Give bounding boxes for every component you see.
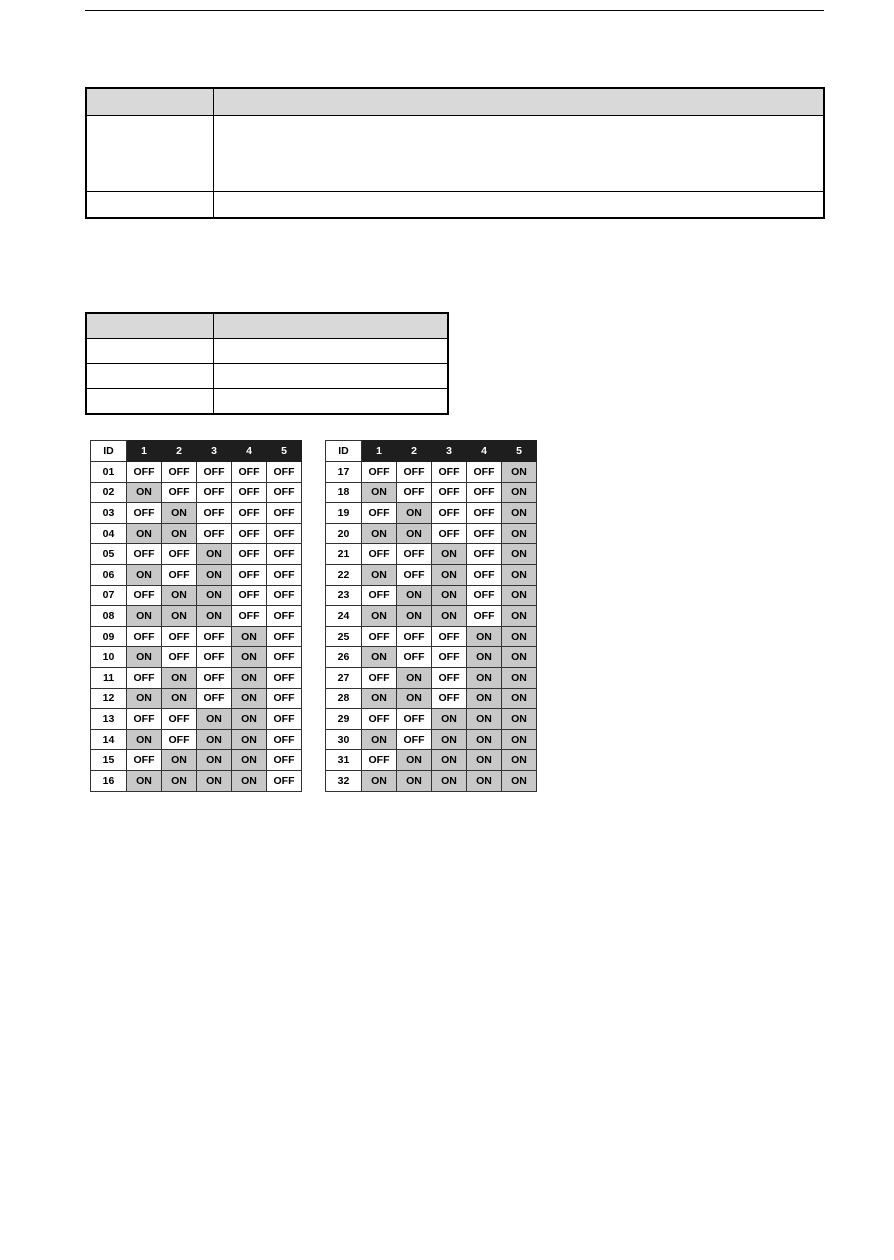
switch-state-cell: ON: [432, 729, 467, 750]
switch-column-header: 4: [232, 441, 267, 462]
switch-state-cell: OFF: [162, 626, 197, 647]
table-row: [86, 389, 448, 415]
switch-state-cell: OFF: [432, 647, 467, 668]
switch-state-cell: ON: [397, 667, 432, 688]
switch-state-cell: OFF: [267, 523, 302, 544]
switch-state-cell: ON: [397, 770, 432, 791]
id-cell: 26: [326, 647, 362, 668]
switch-state-cell: OFF: [127, 667, 162, 688]
switch-state-cell: ON: [467, 626, 502, 647]
switch-state-cell: OFF: [232, 606, 267, 627]
switch-state-cell: OFF: [397, 564, 432, 585]
table-cell: [213, 192, 824, 219]
switch-state-cell: OFF: [267, 544, 302, 565]
switch-state-cell: ON: [397, 688, 432, 709]
switch-state-cell: OFF: [197, 667, 232, 688]
switch-state-cell: ON: [502, 647, 537, 668]
dip-header-row: [91, 441, 302, 462]
switch-state-cell: ON: [502, 564, 537, 585]
switch-state-cell: ON: [127, 523, 162, 544]
switch-state-cell: ON: [197, 606, 232, 627]
switch-state-cell: ON: [362, 523, 397, 544]
switch-state-cell: OFF: [162, 462, 197, 483]
switch-state-cell: ON: [127, 688, 162, 709]
switch-column-header: 4: [467, 441, 502, 462]
switch-state-cell: OFF: [127, 585, 162, 606]
header-rule: [85, 10, 824, 11]
table-row: [91, 462, 302, 483]
switch-state-cell: ON: [467, 770, 502, 791]
switch-state-cell: ON: [232, 709, 267, 730]
id-cell: 29: [326, 709, 362, 730]
switch-state-cell: OFF: [267, 585, 302, 606]
switch-state-cell: ON: [197, 585, 232, 606]
switch-state-cell: OFF: [267, 709, 302, 730]
switch-state-cell: OFF: [432, 482, 467, 503]
id-cell: 22: [326, 564, 362, 585]
dip-switch-table-ids-17-32: [325, 440, 537, 792]
table-row: [91, 626, 302, 647]
switch-state-cell: ON: [127, 647, 162, 668]
table-row: [91, 729, 302, 750]
table-row: [326, 770, 537, 791]
switch-state-cell: OFF: [232, 462, 267, 483]
switch-state-cell: OFF: [432, 462, 467, 483]
id-cell: 11: [91, 667, 127, 688]
switch-state-cell: ON: [362, 606, 397, 627]
switch-state-cell: OFF: [162, 729, 197, 750]
table-row: [91, 585, 302, 606]
id-column-header: ID: [91, 441, 127, 462]
id-cell: 02: [91, 482, 127, 503]
switch-state-cell: OFF: [467, 523, 502, 544]
switch-state-cell: OFF: [397, 626, 432, 647]
switch-state-cell: OFF: [432, 688, 467, 709]
id-cell: 09: [91, 626, 127, 647]
table-cell: [213, 116, 824, 192]
table-row: [326, 688, 537, 709]
switch-state-cell: ON: [162, 688, 197, 709]
table-cell: [213, 364, 448, 389]
table-row: [326, 750, 537, 771]
table-row: [326, 564, 537, 585]
switch-state-cell: ON: [502, 523, 537, 544]
switch-state-cell: OFF: [127, 544, 162, 565]
switch-state-cell: ON: [362, 647, 397, 668]
switch-state-cell: OFF: [362, 544, 397, 565]
table-row: [326, 667, 537, 688]
switch-state-cell: ON: [467, 709, 502, 730]
table-cell: [86, 339, 213, 364]
switch-state-cell: ON: [467, 667, 502, 688]
switch-state-cell: OFF: [397, 462, 432, 483]
switch-state-cell: OFF: [197, 482, 232, 503]
table-cell: [86, 389, 213, 415]
switch-state-cell: OFF: [267, 750, 302, 771]
id-cell: 01: [91, 462, 127, 483]
switch-state-cell: ON: [502, 667, 537, 688]
id-cell: 18: [326, 482, 362, 503]
switch-state-cell: OFF: [162, 709, 197, 730]
switch-state-cell: OFF: [362, 667, 397, 688]
switch-state-cell: OFF: [467, 503, 502, 524]
switch-state-cell: OFF: [267, 770, 302, 791]
switch-state-cell: ON: [397, 585, 432, 606]
id-cell: 27: [326, 667, 362, 688]
switch-state-cell: OFF: [432, 503, 467, 524]
id-cell: 07: [91, 585, 127, 606]
switch-state-cell: ON: [502, 626, 537, 647]
switch-column-header: 5: [502, 441, 537, 462]
table-row: [326, 462, 537, 483]
switch-state-cell: OFF: [467, 544, 502, 565]
table-header-cell: [86, 88, 213, 116]
switch-state-cell: ON: [432, 544, 467, 565]
switch-state-cell: ON: [362, 482, 397, 503]
switch-state-cell: ON: [197, 544, 232, 565]
switch-state-cell: ON: [502, 770, 537, 791]
table-cell: [86, 364, 213, 389]
table-row: [91, 523, 302, 544]
switch-state-cell: OFF: [127, 750, 162, 771]
switch-state-cell: OFF: [197, 503, 232, 524]
switch-state-cell: ON: [127, 606, 162, 627]
table-row: [91, 647, 302, 668]
switch-state-cell: ON: [232, 647, 267, 668]
switch-state-cell: ON: [502, 606, 537, 627]
switch-state-cell: OFF: [267, 462, 302, 483]
dip-switch-table-ids-01-16: [90, 440, 302, 792]
switch-state-cell: ON: [162, 606, 197, 627]
table-row: [326, 729, 537, 750]
switch-state-cell: OFF: [267, 647, 302, 668]
table-row: [86, 116, 824, 192]
table-header-cell: [213, 88, 824, 116]
table-row: [91, 544, 302, 565]
switch-state-cell: OFF: [467, 606, 502, 627]
table-row: [326, 544, 537, 565]
switch-state-cell: ON: [197, 564, 232, 585]
switch-state-cell: OFF: [232, 482, 267, 503]
switch-state-cell: OFF: [267, 606, 302, 627]
switch-column-header: 3: [432, 441, 467, 462]
id-cell: 25: [326, 626, 362, 647]
switch-state-cell: ON: [432, 770, 467, 791]
switch-state-cell: OFF: [267, 626, 302, 647]
switch-state-cell: OFF: [162, 482, 197, 503]
switch-state-cell: ON: [467, 729, 502, 750]
switch-column-header: 1: [127, 441, 162, 462]
switch-state-cell: OFF: [362, 750, 397, 771]
switch-state-cell: ON: [232, 667, 267, 688]
table-row: [86, 364, 448, 389]
switch-state-cell: ON: [502, 585, 537, 606]
table-row: [326, 523, 537, 544]
switch-column-header: 3: [197, 441, 232, 462]
switch-state-cell: OFF: [362, 709, 397, 730]
switch-state-cell: ON: [232, 688, 267, 709]
switch-column-header: 1: [362, 441, 397, 462]
switch-state-cell: ON: [502, 462, 537, 483]
switch-state-cell: ON: [467, 750, 502, 771]
switch-state-cell: OFF: [267, 503, 302, 524]
table-row: [91, 709, 302, 730]
switch-state-cell: OFF: [127, 462, 162, 483]
id-cell: 32: [326, 770, 362, 791]
switch-state-cell: OFF: [197, 523, 232, 544]
switch-state-cell: ON: [197, 750, 232, 771]
id-cell: 28: [326, 688, 362, 709]
switch-state-cell: ON: [362, 770, 397, 791]
switch-state-cell: OFF: [267, 667, 302, 688]
switch-state-cell: ON: [127, 729, 162, 750]
switch-state-cell: ON: [397, 750, 432, 771]
table-cell: [213, 339, 448, 364]
switch-state-cell: OFF: [362, 503, 397, 524]
table-header-row: [86, 313, 448, 339]
switch-state-cell: OFF: [127, 709, 162, 730]
id-cell: 17: [326, 462, 362, 483]
switch-state-cell: ON: [397, 523, 432, 544]
switch-state-cell: OFF: [397, 482, 432, 503]
switch-column-header: 5: [267, 441, 302, 462]
switch-state-cell: OFF: [162, 544, 197, 565]
table-cell: [86, 192, 213, 219]
switch-state-cell: ON: [127, 770, 162, 791]
switch-state-cell: OFF: [197, 462, 232, 483]
switch-state-cell: ON: [162, 750, 197, 771]
switch-state-cell: OFF: [362, 585, 397, 606]
id-cell: 23: [326, 585, 362, 606]
table-header-cell: [86, 313, 213, 339]
switch-state-cell: OFF: [432, 667, 467, 688]
switch-column-header: 2: [397, 441, 432, 462]
switch-state-cell: ON: [232, 750, 267, 771]
switch-state-cell: ON: [432, 585, 467, 606]
table-row: [86, 192, 824, 219]
switch-column-header: 2: [162, 441, 197, 462]
switch-state-cell: ON: [467, 647, 502, 668]
id-cell: 13: [91, 709, 127, 730]
switch-state-cell: OFF: [267, 729, 302, 750]
id-column-header: ID: [326, 441, 362, 462]
switch-state-cell: OFF: [397, 544, 432, 565]
switch-state-cell: OFF: [232, 523, 267, 544]
switch-state-cell: OFF: [432, 626, 467, 647]
switch-state-cell: ON: [162, 770, 197, 791]
blank-settings-table: [85, 312, 449, 415]
switch-state-cell: ON: [432, 564, 467, 585]
id-cell: 24: [326, 606, 362, 627]
id-cell: 05: [91, 544, 127, 565]
switch-state-cell: OFF: [232, 585, 267, 606]
table-row: [326, 585, 537, 606]
switch-state-cell: ON: [197, 770, 232, 791]
switch-state-cell: ON: [502, 709, 537, 730]
table-row: [326, 709, 537, 730]
table-row: [326, 647, 537, 668]
switch-state-cell: ON: [197, 729, 232, 750]
switch-state-cell: ON: [197, 709, 232, 730]
switch-state-cell: OFF: [267, 688, 302, 709]
switch-state-cell: OFF: [397, 709, 432, 730]
switch-state-cell: OFF: [467, 462, 502, 483]
switch-state-cell: ON: [502, 544, 537, 565]
switch-state-cell: ON: [467, 688, 502, 709]
switch-state-cell: ON: [397, 606, 432, 627]
id-cell: 14: [91, 729, 127, 750]
switch-state-cell: ON: [162, 667, 197, 688]
switch-state-cell: ON: [432, 709, 467, 730]
table-row: [326, 626, 537, 647]
id-cell: 30: [326, 729, 362, 750]
switch-state-cell: OFF: [232, 544, 267, 565]
id-cell: 03: [91, 503, 127, 524]
id-cell: 31: [326, 750, 362, 771]
table-row: [326, 606, 537, 627]
table-row: [91, 667, 302, 688]
switch-state-cell: OFF: [197, 626, 232, 647]
table-header-cell: [213, 313, 448, 339]
table-row: [91, 606, 302, 627]
table-row: [326, 503, 537, 524]
switch-state-cell: OFF: [467, 482, 502, 503]
switch-state-cell: OFF: [467, 585, 502, 606]
table-row: [326, 482, 537, 503]
switch-state-cell: ON: [362, 564, 397, 585]
switch-state-cell: ON: [502, 688, 537, 709]
table-header-row: [86, 88, 824, 116]
switch-state-cell: ON: [232, 729, 267, 750]
switch-state-cell: OFF: [197, 688, 232, 709]
blank-spec-table: [85, 87, 825, 219]
id-cell: 08: [91, 606, 127, 627]
switch-state-cell: OFF: [362, 462, 397, 483]
table-row: [91, 482, 302, 503]
table-row: [91, 564, 302, 585]
switch-state-cell: ON: [432, 750, 467, 771]
switch-state-cell: ON: [502, 750, 537, 771]
table-cell: [213, 389, 448, 415]
switch-state-cell: OFF: [162, 647, 197, 668]
id-cell: 20: [326, 523, 362, 544]
switch-state-cell: OFF: [397, 647, 432, 668]
switch-state-cell: ON: [502, 729, 537, 750]
switch-state-cell: OFF: [232, 503, 267, 524]
table-row: [91, 770, 302, 791]
id-cell: 12: [91, 688, 127, 709]
table-row: [91, 750, 302, 771]
switch-state-cell: OFF: [127, 626, 162, 647]
switch-state-cell: OFF: [362, 626, 397, 647]
switch-state-cell: OFF: [467, 564, 502, 585]
table-row: [91, 503, 302, 524]
dip-header-row: [326, 441, 537, 462]
switch-state-cell: OFF: [432, 523, 467, 544]
id-cell: 06: [91, 564, 127, 585]
switch-state-cell: ON: [162, 523, 197, 544]
switch-state-cell: OFF: [162, 564, 197, 585]
switch-state-cell: ON: [502, 482, 537, 503]
table-row: [86, 339, 448, 364]
switch-state-cell: OFF: [232, 564, 267, 585]
switch-state-cell: ON: [502, 503, 537, 524]
switch-state-cell: OFF: [397, 729, 432, 750]
switch-state-cell: ON: [362, 729, 397, 750]
switch-state-cell: ON: [232, 626, 267, 647]
switch-state-cell: OFF: [197, 647, 232, 668]
id-cell: 15: [91, 750, 127, 771]
id-cell: 10: [91, 647, 127, 668]
switch-state-cell: ON: [432, 606, 467, 627]
switch-state-cell: ON: [362, 688, 397, 709]
id-cell: 04: [91, 523, 127, 544]
table-cell: [86, 116, 213, 192]
table-row: [91, 688, 302, 709]
id-cell: 16: [91, 770, 127, 791]
switch-state-cell: ON: [127, 564, 162, 585]
switch-state-cell: ON: [162, 503, 197, 524]
switch-state-cell: OFF: [267, 482, 302, 503]
id-cell: 21: [326, 544, 362, 565]
id-cell: 19: [326, 503, 362, 524]
switch-state-cell: ON: [232, 770, 267, 791]
switch-state-cell: ON: [162, 585, 197, 606]
switch-state-cell: OFF: [127, 503, 162, 524]
switch-state-cell: ON: [397, 503, 432, 524]
switch-state-cell: ON: [127, 482, 162, 503]
switch-state-cell: OFF: [267, 564, 302, 585]
